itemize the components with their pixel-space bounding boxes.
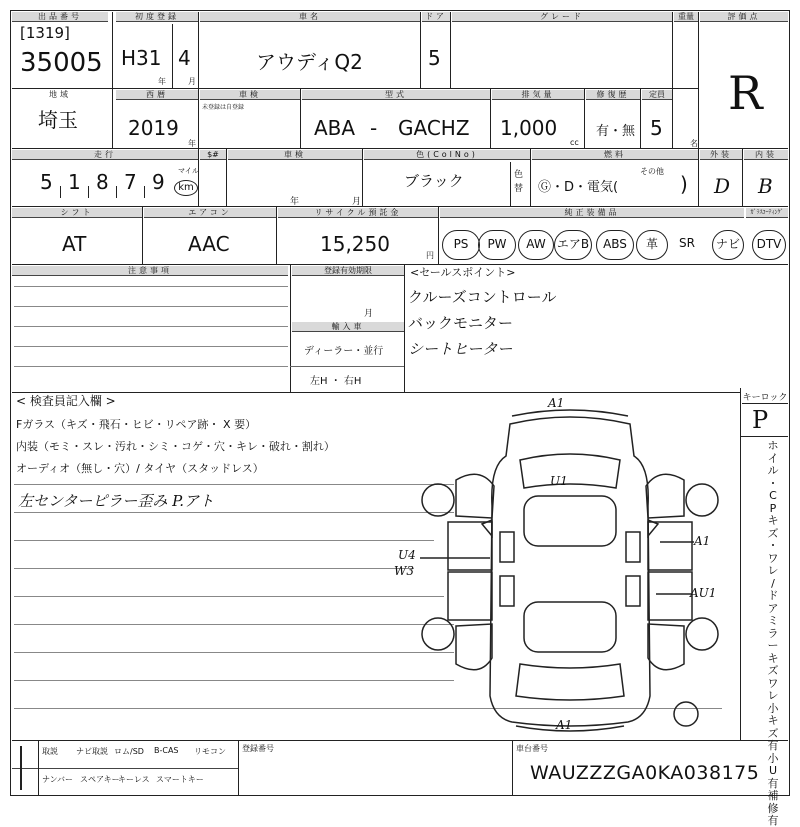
side-text-char: ・ bbox=[767, 539, 779, 552]
side-text-char: 補 bbox=[767, 789, 779, 802]
hdr-fuel: 燃料 bbox=[532, 150, 698, 160]
aircon-value: AAC bbox=[188, 232, 230, 256]
fuel-value: Ⓖ・D・電気( bbox=[538, 180, 619, 195]
side-text-char: P bbox=[769, 501, 777, 515]
equipment-item: 革 bbox=[636, 230, 668, 260]
side-text-char: キ bbox=[767, 514, 779, 527]
equipment-item: PW bbox=[478, 230, 516, 260]
car-diagram bbox=[420, 396, 720, 742]
mileage-digit: 1 bbox=[68, 170, 81, 194]
option-item: 取説 bbox=[42, 747, 58, 756]
side-text-char: ミ bbox=[767, 614, 779, 627]
hdr-weight: 重量 bbox=[674, 12, 698, 22]
side-text-char: C bbox=[769, 489, 777, 502]
exterior-grade: D bbox=[714, 174, 731, 198]
mileage-unit-km: km bbox=[174, 180, 198, 196]
inspector-note: 左センターピラー歪み P.アト bbox=[18, 492, 214, 510]
engine-cc: 1,000 bbox=[500, 116, 558, 140]
side-text-char: 修 bbox=[767, 801, 779, 815]
hdr-sharp: $# bbox=[200, 150, 226, 160]
side-text-char: キ bbox=[767, 651, 779, 665]
hdr-mileage: 走行 bbox=[12, 150, 198, 160]
hdr-glass-coating: ｶﾞﾗｽｺｰﾃｨﾝｸﾞ bbox=[746, 208, 788, 218]
side-text-char: ル bbox=[767, 464, 779, 477]
equipment-item: エアB bbox=[554, 230, 592, 260]
option-item: リモコン bbox=[194, 747, 226, 756]
model-prefix: ABA bbox=[314, 116, 356, 140]
side-text-char: 小 bbox=[767, 701, 779, 715]
repair-history: 有・無 bbox=[596, 124, 636, 139]
region: 埼玉 bbox=[38, 108, 78, 132]
side-text-char: U bbox=[768, 764, 778, 777]
diagram-mark: A1 bbox=[556, 718, 573, 732]
capacity: 5 bbox=[650, 116, 663, 140]
model-dash: - bbox=[370, 116, 378, 140]
diagram-mark: A1 bbox=[694, 534, 711, 548]
side-text-char: ア bbox=[767, 601, 779, 615]
sales-point: シートヒーター bbox=[408, 340, 513, 358]
hdr-import: 輸入車 bbox=[292, 322, 404, 332]
mileage-digit: 8 bbox=[96, 170, 109, 194]
inspector-line: オーディオ（無し・穴）/ タイヤ（スタッドレス） bbox=[16, 462, 264, 475]
side-text-char: イ bbox=[767, 451, 779, 465]
option-item: ナンバー bbox=[42, 775, 74, 784]
equipment-item: SR bbox=[679, 236, 695, 250]
lot-number: 35005 bbox=[20, 48, 103, 78]
side-text-char: ラ bbox=[767, 626, 779, 640]
hdr-cc: 排気量 bbox=[492, 90, 584, 100]
diagram-mark: U1 bbox=[550, 474, 568, 488]
side-text-char: キ bbox=[767, 714, 779, 727]
mileage-separator bbox=[116, 186, 117, 198]
sales-header: <セールスポイント> bbox=[410, 266, 516, 279]
inspector-line: 内装（モミ・スレ・汚れ・シミ・コゲ・穴・キレ・破れ・割れ） bbox=[16, 440, 335, 453]
interior-grade: B bbox=[758, 174, 773, 198]
hdr-grade: グレード bbox=[452, 12, 672, 22]
cc-unit: cc bbox=[570, 138, 579, 147]
mileage-digit: 7 bbox=[124, 170, 137, 194]
equipment-item: PS bbox=[442, 230, 480, 260]
side-text-char: 小 bbox=[767, 751, 779, 765]
color-change: 色替 bbox=[514, 170, 524, 194]
mileage-unit-mile: マイル bbox=[178, 167, 199, 175]
model-code: GACHZ bbox=[398, 116, 470, 140]
side-text-char: ワ bbox=[767, 676, 779, 690]
side-text-char: ホ bbox=[767, 439, 779, 452]
option-item: ロム/SD bbox=[114, 747, 144, 756]
hdr-color: 色(ColNo) bbox=[364, 150, 530, 160]
mileage-digit: 5 bbox=[40, 170, 53, 194]
side-text-char: ズ bbox=[767, 726, 779, 740]
side-text-char: ズ bbox=[767, 526, 779, 540]
option-item: ナビ取説 bbox=[76, 747, 108, 756]
hdr-capacity: 定員 bbox=[642, 90, 672, 100]
shift-value: AT bbox=[62, 232, 87, 256]
equipment-item: ABS bbox=[596, 230, 634, 260]
side-text-char: ズ bbox=[767, 664, 779, 677]
fuel-other: その他 bbox=[640, 167, 664, 176]
dealer-parallel: ディーラー・並行 bbox=[304, 346, 384, 357]
mileage-digit: 9 bbox=[152, 170, 165, 194]
year-unit: 年 bbox=[188, 139, 196, 148]
inspector-line: Fガラス（キズ・飛石・ヒビ・リペア跡・ X 要） bbox=[16, 418, 257, 431]
hdr-exterior: 外装 bbox=[700, 150, 742, 160]
option-item: スマートキー bbox=[156, 775, 204, 784]
side-text-char: / bbox=[771, 576, 775, 590]
first-reg-year-unit: 年 bbox=[158, 77, 166, 86]
side-text-char: レ bbox=[767, 564, 779, 577]
inspector-header: < 検査員記入欄 > bbox=[16, 394, 116, 408]
mileage-separator bbox=[60, 186, 61, 198]
hdr-lot: 出品番号 bbox=[12, 12, 108, 22]
recycle-value: 15,250 bbox=[320, 232, 390, 256]
hdr-model: 型式 bbox=[302, 90, 490, 100]
hdr-recycle: リサイクル預託金 bbox=[278, 208, 438, 218]
hdr-region: 地域 bbox=[12, 90, 108, 100]
diagram-mark: AU1 bbox=[690, 586, 717, 600]
hdr-notes: 注意事項 bbox=[12, 266, 288, 276]
side-text-char: ド bbox=[767, 589, 779, 602]
option-item: スペアキー bbox=[80, 775, 120, 784]
class-month-unit: 月 bbox=[352, 197, 362, 207]
first-reg-era: H31 bbox=[121, 46, 162, 70]
side-text-char: 有 bbox=[767, 739, 779, 752]
hdr-class: 車検 bbox=[228, 150, 362, 160]
hdr-aircon: エアコン bbox=[144, 208, 276, 218]
chassis-label: 車台番号 bbox=[516, 744, 548, 753]
diagram-mark: W3 bbox=[394, 564, 414, 578]
hdr-doors: ドア bbox=[422, 12, 450, 22]
color-value: ブラック bbox=[404, 172, 464, 190]
sales-point: バックモニター bbox=[408, 314, 514, 332]
evaluation-score: R bbox=[728, 66, 763, 120]
hdr-first-reg: 初度登録 bbox=[116, 12, 198, 22]
hdr-equipment: 純正装備品 bbox=[440, 208, 744, 218]
hdr-interior: 内装 bbox=[744, 150, 788, 160]
diagram-mark: U4 bbox=[398, 548, 416, 562]
side-text-char: ワ bbox=[767, 551, 779, 565]
first-reg-month-unit: 月 bbox=[188, 77, 196, 86]
option-item: キーレス bbox=[118, 775, 150, 784]
model-year: 2019 bbox=[128, 116, 179, 140]
keyless-mark: P bbox=[752, 406, 769, 434]
sales-point: クルーズコントロール bbox=[408, 288, 557, 306]
chassis-number: WAUZZZGA0KA038175 bbox=[530, 762, 760, 784]
reg-number-label: 登録番号 bbox=[242, 744, 274, 753]
car-name: アウディQ2 bbox=[256, 50, 363, 74]
steering-side: 左H ・ 右H bbox=[310, 376, 362, 387]
side-text-char: ・ bbox=[767, 476, 779, 490]
mileage-separator bbox=[144, 186, 145, 198]
hdr-expiry: 登録有効期限 bbox=[292, 266, 404, 276]
lot-bracket: [1319] bbox=[20, 24, 70, 42]
hdr-inspection: 車検 bbox=[200, 90, 300, 100]
equipment-item: DTV bbox=[752, 230, 786, 260]
hdr-year: 西暦 bbox=[116, 90, 198, 100]
equipment-item: AW bbox=[518, 230, 554, 260]
doors: 5 bbox=[428, 46, 441, 70]
fuel-close: ) bbox=[680, 172, 688, 196]
diagram-mark: A1 bbox=[548, 396, 565, 410]
options-side-marker bbox=[20, 746, 30, 790]
hdr-shift: シフト bbox=[12, 208, 142, 218]
hdr-evaluation: 評価点 bbox=[700, 12, 788, 22]
side-text-char: ー bbox=[767, 639, 779, 652]
mileage-separator bbox=[88, 186, 89, 198]
first-reg-month: 4 bbox=[178, 46, 191, 70]
hdr-history: 修復歴 bbox=[586, 90, 640, 100]
side-text-char: 有 bbox=[767, 814, 779, 827]
hdr-car-name: 車名 bbox=[200, 12, 420, 22]
option-item: B-CAS bbox=[154, 746, 179, 755]
recycle-yen: 円 bbox=[426, 251, 434, 260]
equipment-item: ナビ bbox=[712, 230, 744, 260]
capacity-unit: 名 bbox=[690, 139, 698, 148]
class-year-unit: 年 bbox=[290, 197, 300, 207]
expiry-month: 月 bbox=[364, 309, 374, 319]
inspection-note: 未登録は自登録 bbox=[202, 104, 245, 111]
side-text-char: 有 bbox=[767, 776, 779, 790]
side-text-char: レ bbox=[767, 689, 779, 702]
keyless-header: キーロック bbox=[742, 390, 788, 404]
